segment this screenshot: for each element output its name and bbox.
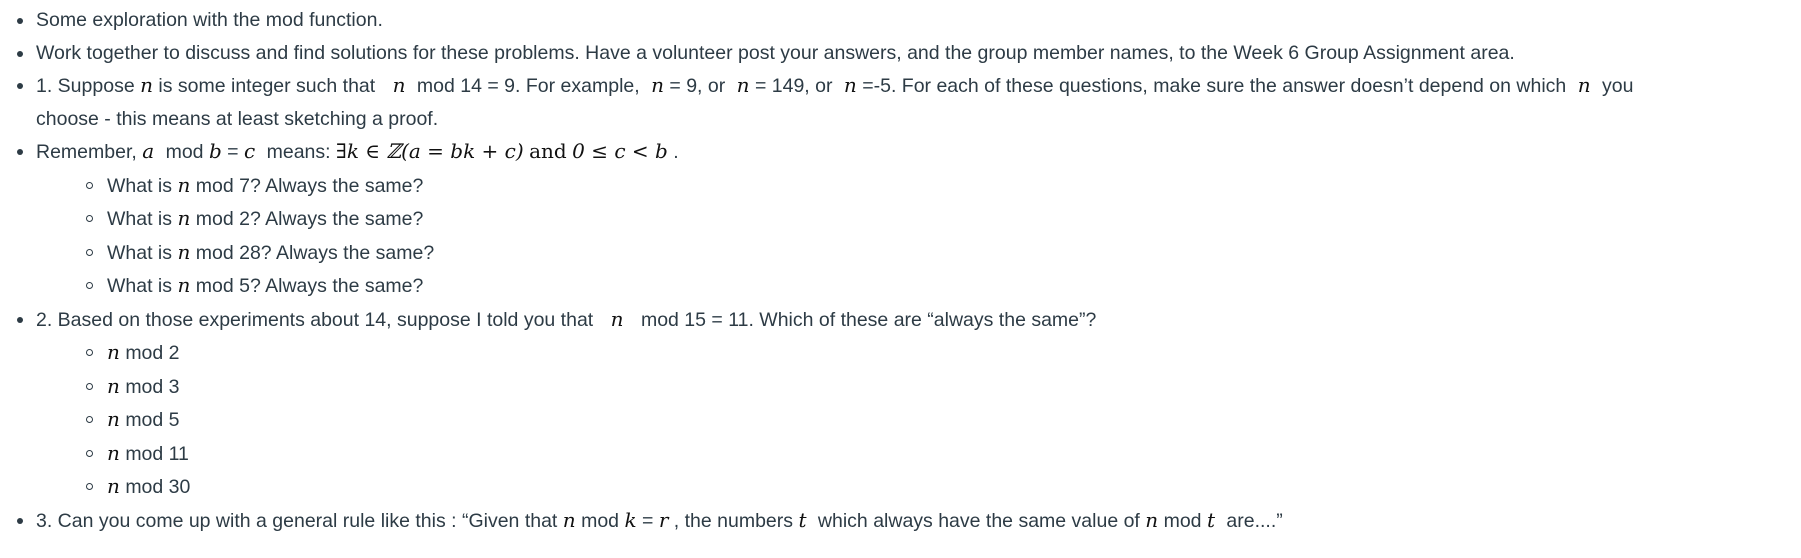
equals-text: =	[642, 509, 654, 532]
question-1-sublist	[36, 169, 1801, 303]
sub-text: mod 7? Always the same?	[195, 174, 424, 197]
sub-text: mod 5	[125, 409, 180, 431]
q1-text: =-5. For each of these questions, make sure the answer doesn’t depend on which	[862, 75, 1567, 97]
q3-text: are....”	[1226, 509, 1283, 532]
equals-text: =	[227, 141, 239, 163]
sub-text: mod 30	[125, 476, 191, 498]
math-formula: ∃k ∈ ℤ(a = bk + c)	[335, 139, 524, 163]
math-var-n: n	[1577, 73, 1591, 97]
list-item	[36, 370, 1801, 404]
list-item-question-1	[0, 69, 1801, 135]
math-var-n: n	[107, 407, 120, 431]
sub-text: mod 5? Always the same?	[195, 275, 424, 297]
q3-prefix: 3. Can you come up with a general rule like this : “Given that	[36, 509, 558, 532]
math-inequality: 0 ≤ c < b	[572, 139, 668, 163]
sub-text: mod 28? Always the same?	[195, 241, 435, 264]
list-item	[36, 236, 1801, 270]
sub-text: mod 11	[125, 442, 189, 465]
list-item	[36, 403, 1801, 437]
q2-prefix: 2. Based on those experiments about 14, suppose I told you that	[36, 308, 594, 331]
q1-text: is some integer such that	[158, 75, 376, 97]
q2-text: mod 15 = 11. Which of these are “always the same”?	[640, 308, 1097, 331]
list-item	[36, 269, 1801, 303]
list-item-remember	[0, 135, 1801, 303]
list-item-instructions	[0, 37, 1801, 70]
question-2-sublist	[36, 336, 1801, 504]
math-var-n: n	[843, 73, 857, 97]
list-item	[36, 202, 1801, 236]
list-item	[36, 470, 1801, 504]
sub-text: What is	[107, 241, 173, 264]
q1-text: mod 14 = 9. For example,	[416, 75, 640, 97]
math-var-n: n	[562, 507, 576, 532]
math-var-n: n	[107, 373, 120, 398]
math-var-n: n	[177, 172, 191, 197]
q1-text: = 149, or	[754, 75, 833, 97]
math-var-n: n	[736, 73, 750, 97]
math-var-n: n	[177, 206, 191, 230]
list-item-question-3	[0, 504, 1801, 538]
q1-text: = 9, or	[669, 75, 726, 97]
list-item	[36, 437, 1801, 471]
math-var-n: n	[140, 73, 153, 97]
remember-prefix: Remember,	[36, 141, 137, 163]
math-var-n: n	[651, 73, 664, 97]
math-var-r: r	[658, 507, 669, 532]
q3-text: which always have the same value of	[817, 509, 1140, 532]
q3-text: , the numbers	[673, 509, 794, 532]
means-text: means:	[266, 141, 331, 163]
sub-text: What is	[107, 174, 173, 197]
mod-text: mod	[165, 141, 204, 163]
math-var-n: n	[107, 474, 120, 498]
math-var-n: n	[107, 440, 120, 465]
list-item	[36, 336, 1801, 370]
sub-text: mod 2	[125, 342, 180, 364]
instructions-text: Work together to discuss and find solutions for these problems. Have a volunteer post your answers, and the group member names, to the Week 6 Group Assignment area.	[36, 41, 1515, 64]
math-var-n: n	[177, 239, 191, 264]
q1-text: you	[1602, 75, 1634, 97]
mod-text: mod	[1163, 509, 1202, 532]
sub-text: mod 3	[125, 375, 180, 398]
intro-text: Some exploration with the mod function.	[36, 9, 383, 31]
math-var-n: n	[1145, 507, 1159, 532]
math-var-n: n	[392, 73, 406, 97]
math-var-n: n	[177, 273, 191, 297]
period-text: .	[673, 141, 679, 163]
math-var-b: b	[208, 139, 222, 163]
and-text: and	[529, 139, 567, 163]
q1-line2: choose - this means at least sketching a proof.	[36, 107, 439, 130]
math-var-k: k	[624, 507, 637, 532]
list-item-intro	[0, 4, 1801, 37]
list-item	[36, 169, 1801, 203]
math-var-c: c	[243, 139, 256, 163]
list-item-question-2	[0, 303, 1801, 504]
math-var-a: a	[142, 139, 155, 163]
sub-text: What is	[107, 208, 173, 230]
math-var-t: t	[1206, 507, 1215, 532]
math-var-n: n	[107, 340, 120, 364]
math-var-n: n	[610, 306, 624, 331]
math-var-t: t	[798, 507, 807, 532]
sub-text: mod 2? Always the same?	[195, 208, 424, 230]
sub-text: What is	[107, 275, 173, 297]
mod-text: mod	[581, 509, 620, 532]
q1-prefix: 1. Suppose	[36, 75, 135, 97]
main-bullet-list	[0, 4, 1801, 537]
